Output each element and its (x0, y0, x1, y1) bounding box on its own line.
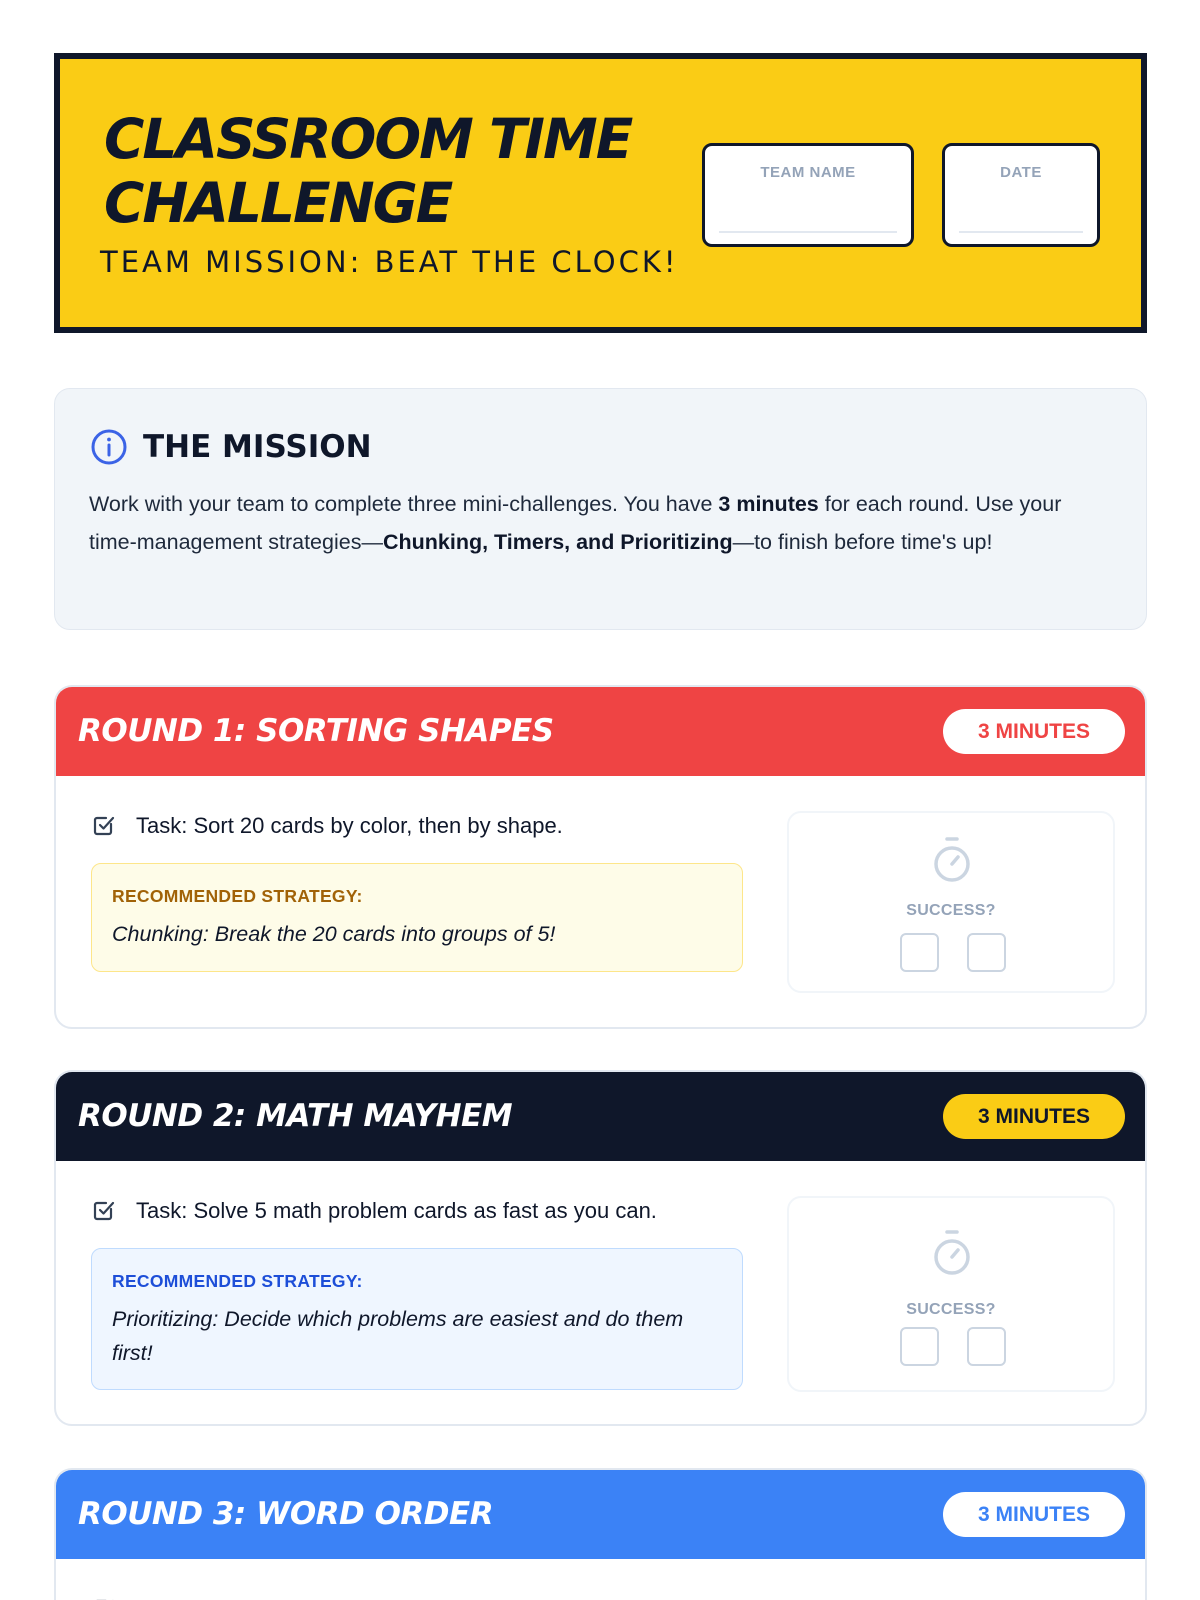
page-subtitle: TEAM MISSION: BEAT THE CLOCK! (100, 245, 679, 279)
strategy-label: RECOMMENDED STRATEGY: (112, 886, 363, 906)
round-1-card (54, 685, 1147, 1029)
round-2-strategy-box (91, 1248, 743, 1390)
round-2-card (54, 1070, 1147, 1426)
strategy-label: RECOMMENDED STRATEGY: (112, 1271, 363, 1291)
round-3-title: ROUND 3: WORD ORDER (78, 1496, 494, 1532)
round-1-success-panel (787, 811, 1115, 993)
date-field[interactable] (942, 143, 1100, 247)
mission-text: Work with your team to complete three mini-challenges. You have 3 minutes for each round. Use your time-management strategies—Chunking, Timers, and Prioritizing—to finish before time's up! (89, 492, 1062, 554)
stopwatch-icon (931, 1228, 973, 1278)
round-2-task: Task: Solve 5 math problem cards as fast as you can. (136, 1198, 657, 1223)
mission-title: THE MISSION (143, 429, 372, 465)
mission-card (54, 388, 1147, 630)
date-line (959, 231, 1083, 233)
round-2-header (56, 1072, 1145, 1161)
success-label: SUCCESS? (906, 902, 996, 919)
success-checkbox-2[interactable] (967, 1327, 1006, 1366)
round-2-time-badge: 3 MINUTES (943, 1094, 1125, 1139)
success-checkbox-1[interactable] (900, 1327, 939, 1366)
success-label: SUCCESS? (906, 1301, 996, 1318)
strategy-text: Chunking: Break the 20 cards into groups of 5! (112, 922, 556, 946)
team-name-label: TEAM NAME (760, 164, 856, 181)
round-3-header (56, 1470, 1145, 1559)
info-circle-icon (90, 428, 128, 466)
round-1-title: ROUND 1: SORTING SHAPES (78, 713, 554, 749)
success-checkbox-1[interactable] (900, 933, 939, 972)
round-1-strategy-box (91, 863, 743, 972)
round-2-title: ROUND 2: MATH MAYHEM (78, 1098, 513, 1134)
round-1-time-badge: 3 MINUTES (943, 709, 1125, 754)
checkbox-icon (91, 812, 117, 838)
page-header (54, 53, 1147, 333)
date-label: DATE (1000, 164, 1042, 181)
strategy-text: Prioritizing: Decide which problems are easiest and do them first! (112, 1307, 684, 1365)
round-3-card (54, 1468, 1147, 1600)
round-1-task: Task: Sort 20 cards by color, then by shape. (136, 813, 563, 838)
round-3-time-badge: 3 MINUTES (943, 1492, 1125, 1537)
team-name-field[interactable] (702, 143, 914, 247)
checkbox-icon (91, 1197, 117, 1223)
checkbox-icon (91, 1595, 117, 1600)
stopwatch-icon (931, 835, 973, 885)
round-1-header (56, 687, 1145, 776)
team-name-line (719, 231, 897, 233)
round-2-success-panel (787, 1196, 1115, 1392)
page-title: CLASSROOM TIME CHALLENGE (104, 107, 632, 235)
success-checkbox-2[interactable] (967, 933, 1006, 972)
